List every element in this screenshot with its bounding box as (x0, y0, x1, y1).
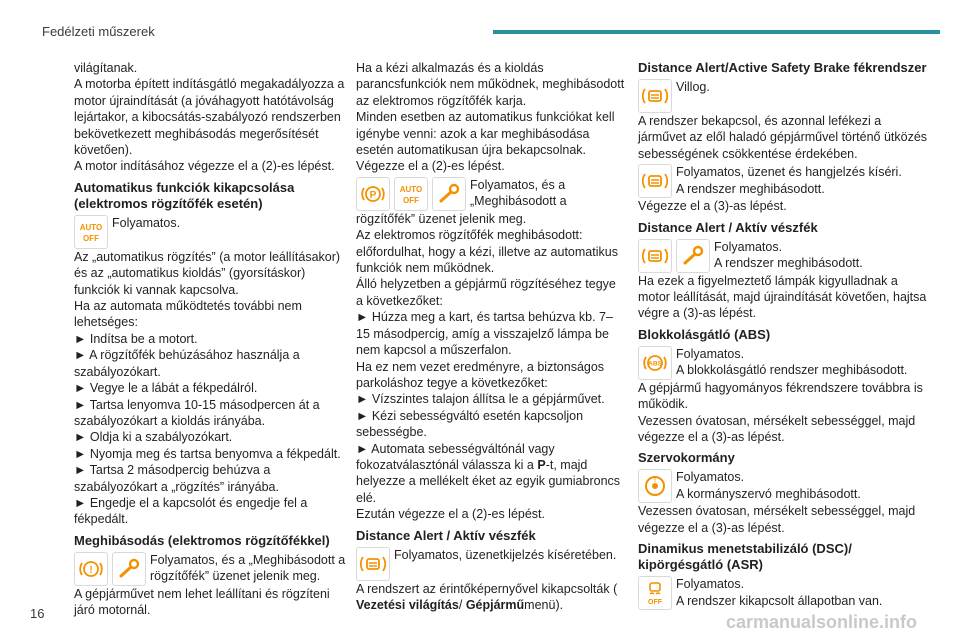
paragraph: Ha ez nem vezet eredményre, a biztonságos parkoláshoz tegye a következőket: (356, 359, 605, 390)
indicator-row (638, 576, 928, 610)
paragraph: Vezessen óvatosan, mérsékelt sebességgel, majd végezze el a (3)-as lépést. (638, 413, 916, 445)
bullet-item: ► Vízszintes talajon állítsa le a gépjárművet. (356, 392, 605, 407)
distance-alert-icon (638, 79, 672, 113)
paragraph: Az elektromos rögzítőfék meghibásodott: előfordulhat, hogy a kézi, illetve az automatikus funkciók nem működnek. (356, 228, 618, 276)
paragraph: Minden esetben az automatikus funkciókat kell igénybe venni: azok a kar meghibásodása esetén automatikusan újra bekapcsolnak. (356, 110, 615, 158)
paragraph: Az „automatikus rögzítés” (a motor leállításakor) és az „automatikus kioldás” (gyorsításkor) funkciók ki vannak kapcsolva. (74, 249, 341, 297)
paragraph: Álló helyzetben a gépjármű rögzítéséhez tegye a következőket: (356, 277, 616, 308)
indicator-row (356, 177, 626, 211)
status-text: Folyamatos, és a „Meghibásodott a (470, 177, 567, 209)
svg-text:AUTO: AUTO (79, 222, 103, 232)
paragraph: rögzítőfék” üzenet jelenik meg. (356, 211, 527, 226)
svg-text:AUTO: AUTO (399, 184, 423, 194)
paragraph: Ha ezek a figyelmeztető lámpák kigyulladnak a motor leállítását, majd újraindítását követően, hajtsa végre a (3)-as lépést. (638, 273, 927, 321)
auto-off-icon (74, 215, 108, 249)
auto-off-icon (394, 177, 428, 211)
paragraph: Ha a kézi alkalmazás és a kioldás parancsfunkciók nem működnek, meghibásodott az elektromos rögzítőfék karja. (356, 61, 625, 108)
column-1 (74, 60, 346, 619)
skidding-car-off-icon (638, 576, 672, 610)
indicator-row (638, 79, 928, 113)
parking-brake-p-icon (356, 177, 390, 211)
paragraph: Ezután végezze el a (2)-es lépést. (356, 507, 545, 522)
paragraph: világítanak. (74, 61, 138, 75)
section-title: Blokkolásgátló (ABS) (638, 326, 771, 342)
wrench-icon (676, 239, 710, 273)
paragraph: A gépjármű hagyományos fékrendszere továbbra is működik. (638, 380, 923, 412)
svg-text:ABS: ABS (648, 360, 662, 368)
svg-text:OFF: OFF (83, 233, 99, 243)
indicator-row (638, 469, 928, 503)
bullet-item: ► Vegye le a lábát a fékpedálról. (74, 381, 258, 396)
paragraph: Vezessen óvatosan, mérsékelt sebességgel, majd végezze el a (3)-as lépést. (638, 504, 916, 535)
status-detail: A rendszer meghibásodott. (676, 181, 825, 196)
watermark: carmanualsonline.info (726, 612, 918, 632)
bullet-item: ► Oldja ki a szabályozókart. (74, 430, 233, 445)
paragraph: A motorba épített indításgátló megakadályozza a motor újraindítását (a jóváhagyott hatótávolság lejártakor, a kibocsátás-szabályozó rendszerben bekövetkezett meghibásodás megerősítését követően). (74, 77, 345, 158)
status-text: Folyamatos. (714, 239, 783, 254)
parking-brake-warning-icon (74, 552, 108, 586)
indicator-row (356, 547, 626, 581)
page-number: 16 (30, 606, 45, 621)
svg-text:P: P (369, 189, 377, 201)
status-text: Folyamatos, üzenetkijelzés kíséretében. (394, 547, 617, 562)
section-title: Meghibásodás (elektromos rögzítőfékkel) (74, 532, 330, 548)
status-text: Folyamatos. (676, 470, 745, 485)
bullet-item: ► Húzza meg a kart, és tartsa behúzva kb. 7–15 másodpercig, amíg a visszajelző lámpa be nem kapcsol a műszerfalon. (356, 310, 613, 358)
status-text: Folyamatos. (676, 577, 745, 592)
bullet-item: ► Tartsa 2 másodpercig behúzva a szabályozókart a „rögzítés” irányába. (74, 463, 279, 494)
bullet-item: ► Indítsa be a motort. (74, 331, 198, 346)
column-3 (638, 60, 928, 610)
paragraph: Végezze el a (3)-as lépést. (638, 199, 787, 214)
section-title: Szervokormány (638, 450, 735, 466)
paragraph: A rendszer bekapcsol, és azonnal lefékezi a járművet az elől haladó gépjárművel történő ütközés sebességének csökkentése érdekében. (638, 114, 928, 161)
status-detail: A kormányszervó meghibásodott. (676, 486, 861, 501)
bullet-item: ► Kézi sebességváltó esetén kapcsoljon sebességbe. (356, 408, 584, 440)
bullet-item: ► Nyomja meg és tartsa benyomva a fékpedált. (74, 446, 341, 461)
status-text: Folyamatos, üzenet és hangjelzés kíséri. (676, 165, 902, 180)
indicator-row (638, 164, 928, 198)
steering-wheel-warning-icon (638, 469, 672, 503)
indicator-row (74, 552, 346, 586)
status-text: Villog. (676, 80, 710, 94)
bullet-item: ► Engedje el a kapcsolót és engedje fel a fékpedált. (74, 495, 308, 527)
svg-text:OFF: OFF (648, 599, 662, 607)
status-detail: A blokkolásgátló rendszer meghibásodott. (676, 363, 908, 378)
bullet-item: ► Automata sebességváltónál vagy fokozatválasztónál válassza ki a P-t, majd helyezze a mellékelt éket az egyik gumiabroncs elé. (356, 441, 621, 505)
paragraph: Végezze el a (2)-es lépést. (356, 159, 505, 174)
svg-text:!: ! (89, 564, 93, 576)
status-detail: A rendszer kikapcsolt állapotban van. (676, 593, 883, 608)
page-header-title: Fedélzeti műszerek (42, 24, 155, 39)
indicator-row (74, 215, 346, 249)
indicator-row (638, 239, 928, 273)
section-title: Distance Alert / Aktív vészfék (638, 219, 818, 235)
wrench-icon (112, 552, 146, 586)
status-text: Folyamatos. (676, 346, 745, 361)
paragraph: A gépjárművet nem lehet leállítani és rögzíteni járó motornál. (74, 586, 330, 618)
status-text: Folyamatos. (112, 215, 181, 230)
wrench-icon (432, 177, 466, 211)
section-title: Distance Alert / Aktív vészfék (356, 527, 536, 543)
svg-text:OFF: OFF (403, 195, 419, 205)
section-title: Distance Alert/Active Safety Brake fékrendszer (638, 60, 927, 75)
distance-alert-icon (356, 547, 390, 581)
abs-icon (638, 346, 672, 380)
status-detail: A rendszer meghibásodott. (714, 256, 863, 271)
paragraph: Ha az automata működtetés további nem lehetséges: (74, 299, 302, 330)
section-title: Automatikus funkciók kikapcsolása (elektromos rögzítőfék esetén) (74, 179, 295, 211)
distance-alert-icon (638, 239, 672, 273)
bullet-item: ► A rögzítőfék behúzásához használja a szabályozókart. (74, 348, 300, 379)
svg-text:!: ! (654, 478, 656, 485)
paragraph: A rendszert az érintőképernyővel kikapcsolták ( Vezetési világítás/ Gépjárműmenü). (356, 581, 618, 612)
column-2 (356, 60, 626, 613)
paragraph: A motor indításához végezze el a (2)-es lépést. (74, 159, 335, 174)
status-text: Folyamatos, és a „Meghibásodott a rögzítőfék” üzenet jelenik meg. (150, 552, 346, 584)
distance-alert-icon (638, 164, 672, 198)
indicator-row (638, 346, 928, 380)
section-title: Dinamikus menetstabilizáló (DSC)/ kipörgésgátló (ASR) (638, 541, 852, 573)
bullet-item: ► Tartsa lenyomva 10-15 másodpercen át a szabályozókart a kioldás irányába. (74, 397, 320, 428)
header-accent-bar (493, 30, 940, 34)
